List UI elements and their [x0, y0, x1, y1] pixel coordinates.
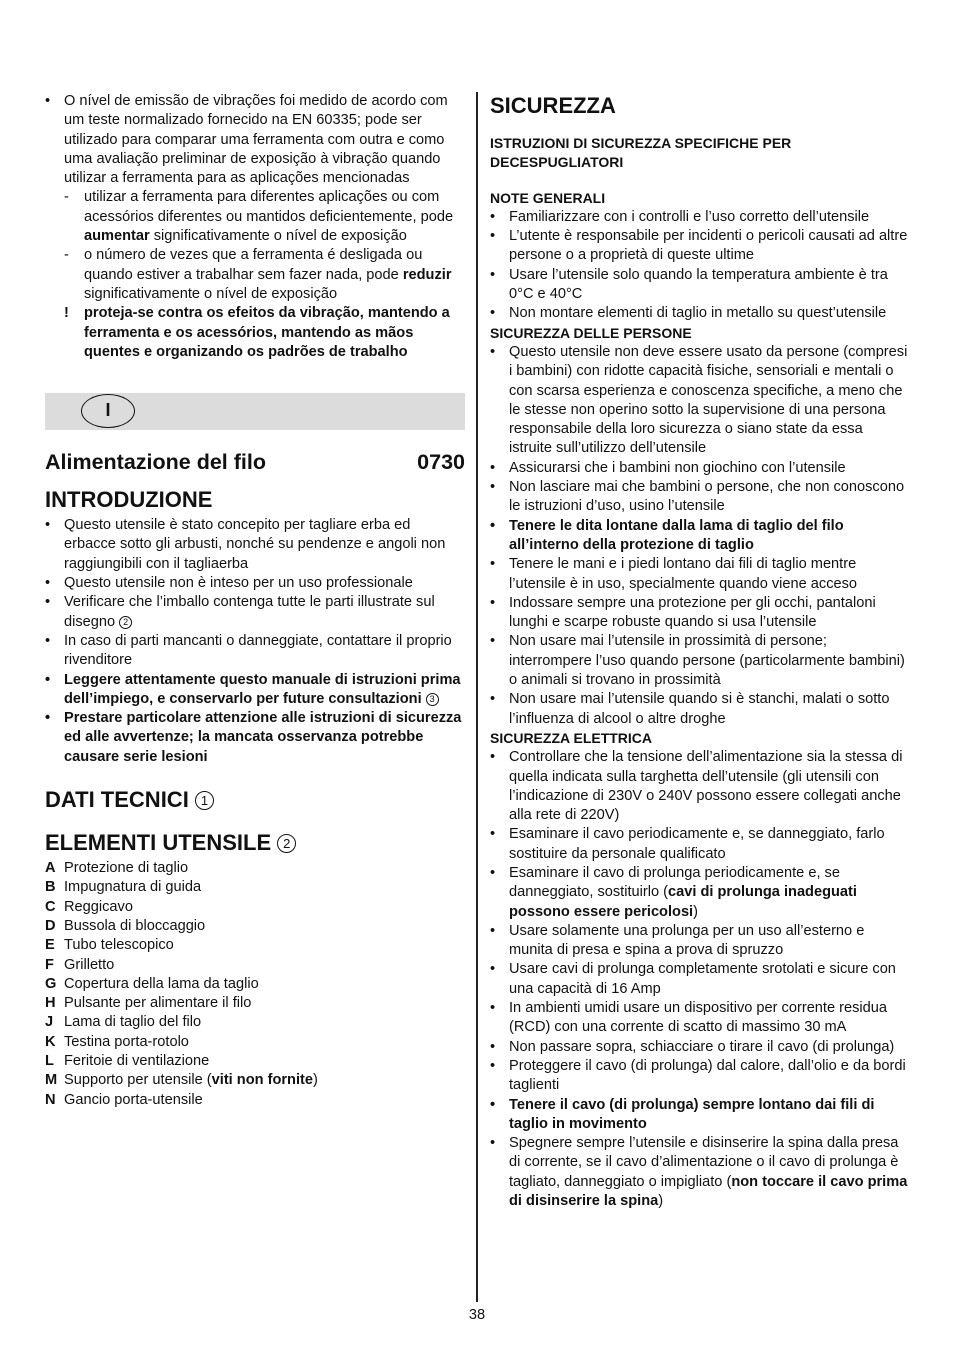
- list-item: • Esaminare il cavo periodicamente e, se danneggiato, farlo sostituire da personale qualificato: [490, 826, 885, 862]
- bullet: •: [490, 266, 496, 283]
- component-item: [45, 1013, 465, 1032]
- component-label: Testina porta-rotolo: [64, 1033, 189, 1050]
- list-item-text: L’utente è responsabile per incidenti o pericoli causati ad altre persone o a proprietà di queste ultime: [509, 228, 908, 264]
- electrical-safety-heading: SICUREZZA ELETTRICA: [490, 729, 653, 746]
- component-item: [45, 936, 465, 955]
- bullet: •: [490, 459, 496, 476]
- bullet: •: [45, 671, 51, 688]
- list-item: • Non usare mai l’utensile quando si è stanchi, malati o sotto l’influenza di alcool o altre droghe: [490, 691, 890, 727]
- general-notes-list: [490, 208, 908, 324]
- list-item: • Questo utensile è stato concepito per tagliare erba ed erbacce sotto gli arbusti, nonché su pendenze e angoli non raggiungibili con il tagliaerba: [45, 517, 446, 572]
- list-item: • Spegnere sempre l’utensile e disinserire la spina dalla presa di corrente, se il cavo d’alimentazione o il cavo di prolunga è tagliato, danneggiato o impigliato (non toccare il cavo prima di disinserire la spina): [490, 1135, 908, 1210]
- list-item: • Leggere attentamente questo manuale di istruzioni prima dell’impiego, e conservarlo per future consultazioni 3: [45, 671, 461, 707]
- component-key: E: [45, 937, 55, 954]
- list-item: • Verificare che l’imballo contenga tutte le parti illustrate sul disegno 2: [45, 594, 435, 630]
- bullet: •: [490, 1096, 496, 1113]
- list-item: [490, 208, 908, 227]
- specific-safety-heading: ISTRUZIONI DI SICUREZZA SPECIFICHE PER DECESPUGLIATORI: [490, 135, 792, 171]
- list-item: • In caso di parti mancanti o danneggiate, contattare il proprio rivenditore: [45, 632, 452, 669]
- list-item: [490, 304, 908, 323]
- list-item: [490, 227, 908, 266]
- bullet: •: [490, 1000, 496, 1017]
- language-badge: I: [81, 394, 135, 428]
- list-item: • Usare cavi di prolunga completamente srotolati e sicure con una capacità di 16 Amp: [490, 961, 896, 997]
- component-item: [45, 994, 465, 1013]
- bullet: •: [45, 710, 51, 727]
- warning-item: ! proteja-se contra os efeitos da vibração, mantendo a ferramenta e os acessórios, mantendo as mãos quentes e organizando os padrões de trabalho: [64, 305, 450, 360]
- left-column: [45, 92, 465, 1110]
- list-item: • Questo utensile non deve essere usato da persone (compresi i bambini) con ridotte capacità fisiche, sensoriali e mentali o con scarsa esperienza e conoscenza specifiche, a meno che le stesse non operino sotto la supervisione di una persona responsabile della loro sicurezza o siano state da essa istruite sull’utilizzo dell’utensile: [490, 343, 908, 457]
- list-item: [490, 266, 908, 305]
- component-item: [45, 1052, 465, 1071]
- list-item: • Questo utensile non è inteso per un uso professionale: [45, 574, 465, 593]
- list-item: - o número de vezes que a ferramenta é desligada ou quando estiver a trabalhar sem fazer nada, pode reduzir significativamente o nível de exposição: [64, 247, 452, 302]
- dash: -: [64, 189, 69, 206]
- bullet: •: [490, 305, 496, 322]
- bullet: •: [45, 632, 51, 649]
- component-item: [45, 898, 465, 917]
- component-item: M Supporto per utensile (viti non fornite): [45, 1072, 318, 1089]
- figure-ref: 3: [426, 693, 439, 706]
- component-label: Feritoie di ventilazione: [64, 1052, 210, 1069]
- bullet: •: [490, 556, 496, 573]
- product-code: 0730: [417, 450, 465, 475]
- bullet: •: [490, 749, 496, 766]
- bullet: •: [490, 228, 496, 245]
- page-number: 38: [468, 1307, 486, 1323]
- right-column: [490, 92, 908, 1211]
- list-item: • Prestare particolare attenzione alle istruzioni di sicurezza ed alle avvertenze; la mancata osservanza potrebbe causare serie lesioni: [45, 710, 462, 765]
- component-label: Grilletto: [64, 956, 115, 973]
- list-item: • Usare solamente una prolunga per un uso all’esterno e munita di presa e spina a prova di spruzzo: [490, 922, 865, 959]
- column-divider: [476, 92, 478, 1302]
- component-key: F: [45, 956, 54, 973]
- list-item: • Proteggere il cavo (di prolunga) dal calore, dall’olio e da bordi taglienti: [490, 1057, 906, 1094]
- bullet: •: [45, 575, 51, 592]
- component-key: C: [45, 898, 56, 915]
- list-item: • Assicurarsi che i bambini non giochino con l’utensile: [490, 459, 908, 478]
- bullet: •: [45, 517, 51, 534]
- component-key: K: [45, 1033, 56, 1050]
- component-item: N Gancio porta-utensile: [45, 1091, 203, 1108]
- bullet: •: [490, 961, 496, 978]
- list-item-text: Non montare elementi di taglio in metallo su quest’utensile: [509, 305, 887, 322]
- bullet: •: [490, 517, 496, 534]
- component-key: L: [45, 1052, 54, 1069]
- bullet: •: [490, 479, 496, 496]
- bullet: •: [45, 93, 51, 109]
- list-item: • Non lasciare mai che bambini o persone, che non conoscono le istruzioni d’uso, usino l’utensile: [490, 479, 905, 515]
- bullet: •: [490, 922, 496, 939]
- list-item: • Esaminare il cavo di prolunga periodicamente e, se danneggiato, sostituirlo (cavi di prolunga inadeguati possono essere pericolosi): [490, 864, 857, 920]
- component-label: Bussola di bloccaggio: [64, 917, 206, 934]
- safety-heading: SICUREZZA: [490, 93, 616, 118]
- component-key: G: [45, 975, 57, 992]
- component-key: A: [45, 860, 56, 877]
- bullet: •: [45, 594, 51, 611]
- list-item: • Controllare che la tensione dell’alimentazione sia la stessa di quella indicata sulla targhetta dell’utensile (gli utensili con l’indicazione di 230V o 240V possono essere collegati anche alla rete di 220V): [490, 749, 903, 824]
- component-label: Protezione di taglio: [64, 860, 189, 877]
- component-item: [45, 859, 465, 878]
- component-list: [45, 859, 465, 1071]
- personal-safety-heading: SICUREZZA DELLE PERSONE: [490, 324, 692, 341]
- list-item-text: Familiarizzare con i controlli e l’uso corretto dell’utensile: [509, 208, 870, 225]
- bullet: •: [490, 208, 496, 225]
- component-item: [45, 1033, 465, 1052]
- component-item: [45, 917, 465, 936]
- component-label: Lama di taglio del filo: [64, 1014, 202, 1031]
- list-item: • Tenere il cavo (di prolunga) sempre lontano dai fili di taglio in movimento: [490, 1096, 875, 1132]
- component-item: [45, 975, 465, 994]
- list-item: • In ambienti umidi usare un dispositivo per corrente residua (RCD) con una corrente di scatto di massimo 30 mA: [490, 1000, 888, 1036]
- language-bar: [45, 393, 465, 430]
- bullet: •: [490, 826, 496, 843]
- list-item-text: Usare l’utensile solo quando la temperatura ambiente è tra 0°C e 40°C: [509, 266, 888, 303]
- bullet: •: [490, 633, 496, 650]
- figure-ref: 1: [195, 791, 214, 810]
- dash: -: [64, 247, 69, 264]
- component-key: D: [45, 917, 56, 934]
- component-label: Reggicavo: [64, 898, 133, 915]
- component-label: Tubo telescopico: [64, 937, 174, 954]
- list-item: • Tenere le dita lontane dalla lama di taglio del filo all’interno della protezione di taglio: [490, 517, 844, 553]
- bullet: •: [490, 864, 496, 881]
- component-item: [45, 878, 465, 897]
- figure-ref: 2: [277, 834, 296, 853]
- intro-heading: INTRODUZIONE: [45, 487, 213, 513]
- elements-heading: ELEMENTI UTENSILE 2: [45, 829, 465, 856]
- component-key: J: [45, 1014, 54, 1031]
- product-title: Alimentazione del filo 0730: [45, 450, 465, 475]
- bullet: •: [490, 1135, 496, 1152]
- list-item: • Tenere le mani e i piedi lontano dai fili di taglio mentre l’utensile è in uso, specialmente quando viene acceso: [490, 556, 858, 592]
- bullet: •: [490, 1038, 496, 1055]
- component-label: Pulsante per alimentare il filo: [64, 995, 252, 1012]
- component-key: B: [45, 879, 56, 896]
- tech-heading: DATI TECNICI 1: [45, 786, 465, 813]
- bullet: •: [490, 1057, 496, 1074]
- component-label: Copertura della lama da taglio: [64, 975, 259, 992]
- general-notes-heading: NOTE GENERALI: [490, 189, 606, 206]
- exclamation-icon: !: [64, 305, 69, 322]
- component-item: [45, 956, 465, 975]
- component-key: H: [45, 995, 56, 1012]
- bullet: •: [490, 343, 496, 360]
- component-label: Impugnatura di guida: [64, 879, 202, 896]
- list-item: • O nível de emissão de vibrações foi medido de acordo com um teste normalizado fornecido na EN 60335; pode ser utilizado para comparar uma ferramenta com outra e como uma avaliação preliminar de exposição à vibração quando utilizar a ferramenta para as aplicações mencionadas: [45, 93, 448, 187]
- list-item: • Non usare mai l’utensile in prossimità di persone; interrompere l’uso quando persone (particolarmente bambini) o animali si trovano in prossimità: [490, 633, 905, 689]
- list-item: • Non passare sopra, schiacciare o tirare il cavo (di prolunga): [490, 1038, 908, 1057]
- figure-ref: 2: [119, 616, 132, 629]
- list-item: • Indossare sempre una protezione per gli occhi, pantaloni lunghi e scarpe robuste quando si usa l’utensile: [490, 594, 876, 631]
- bullet: •: [490, 594, 496, 611]
- bullet: •: [490, 691, 496, 708]
- list-item: - utilizar a ferramenta para diferentes aplicações ou com acessórios diferentes ou mantidos deficientemente, pode aumentar significativamente o nível de exposição: [64, 189, 454, 245]
